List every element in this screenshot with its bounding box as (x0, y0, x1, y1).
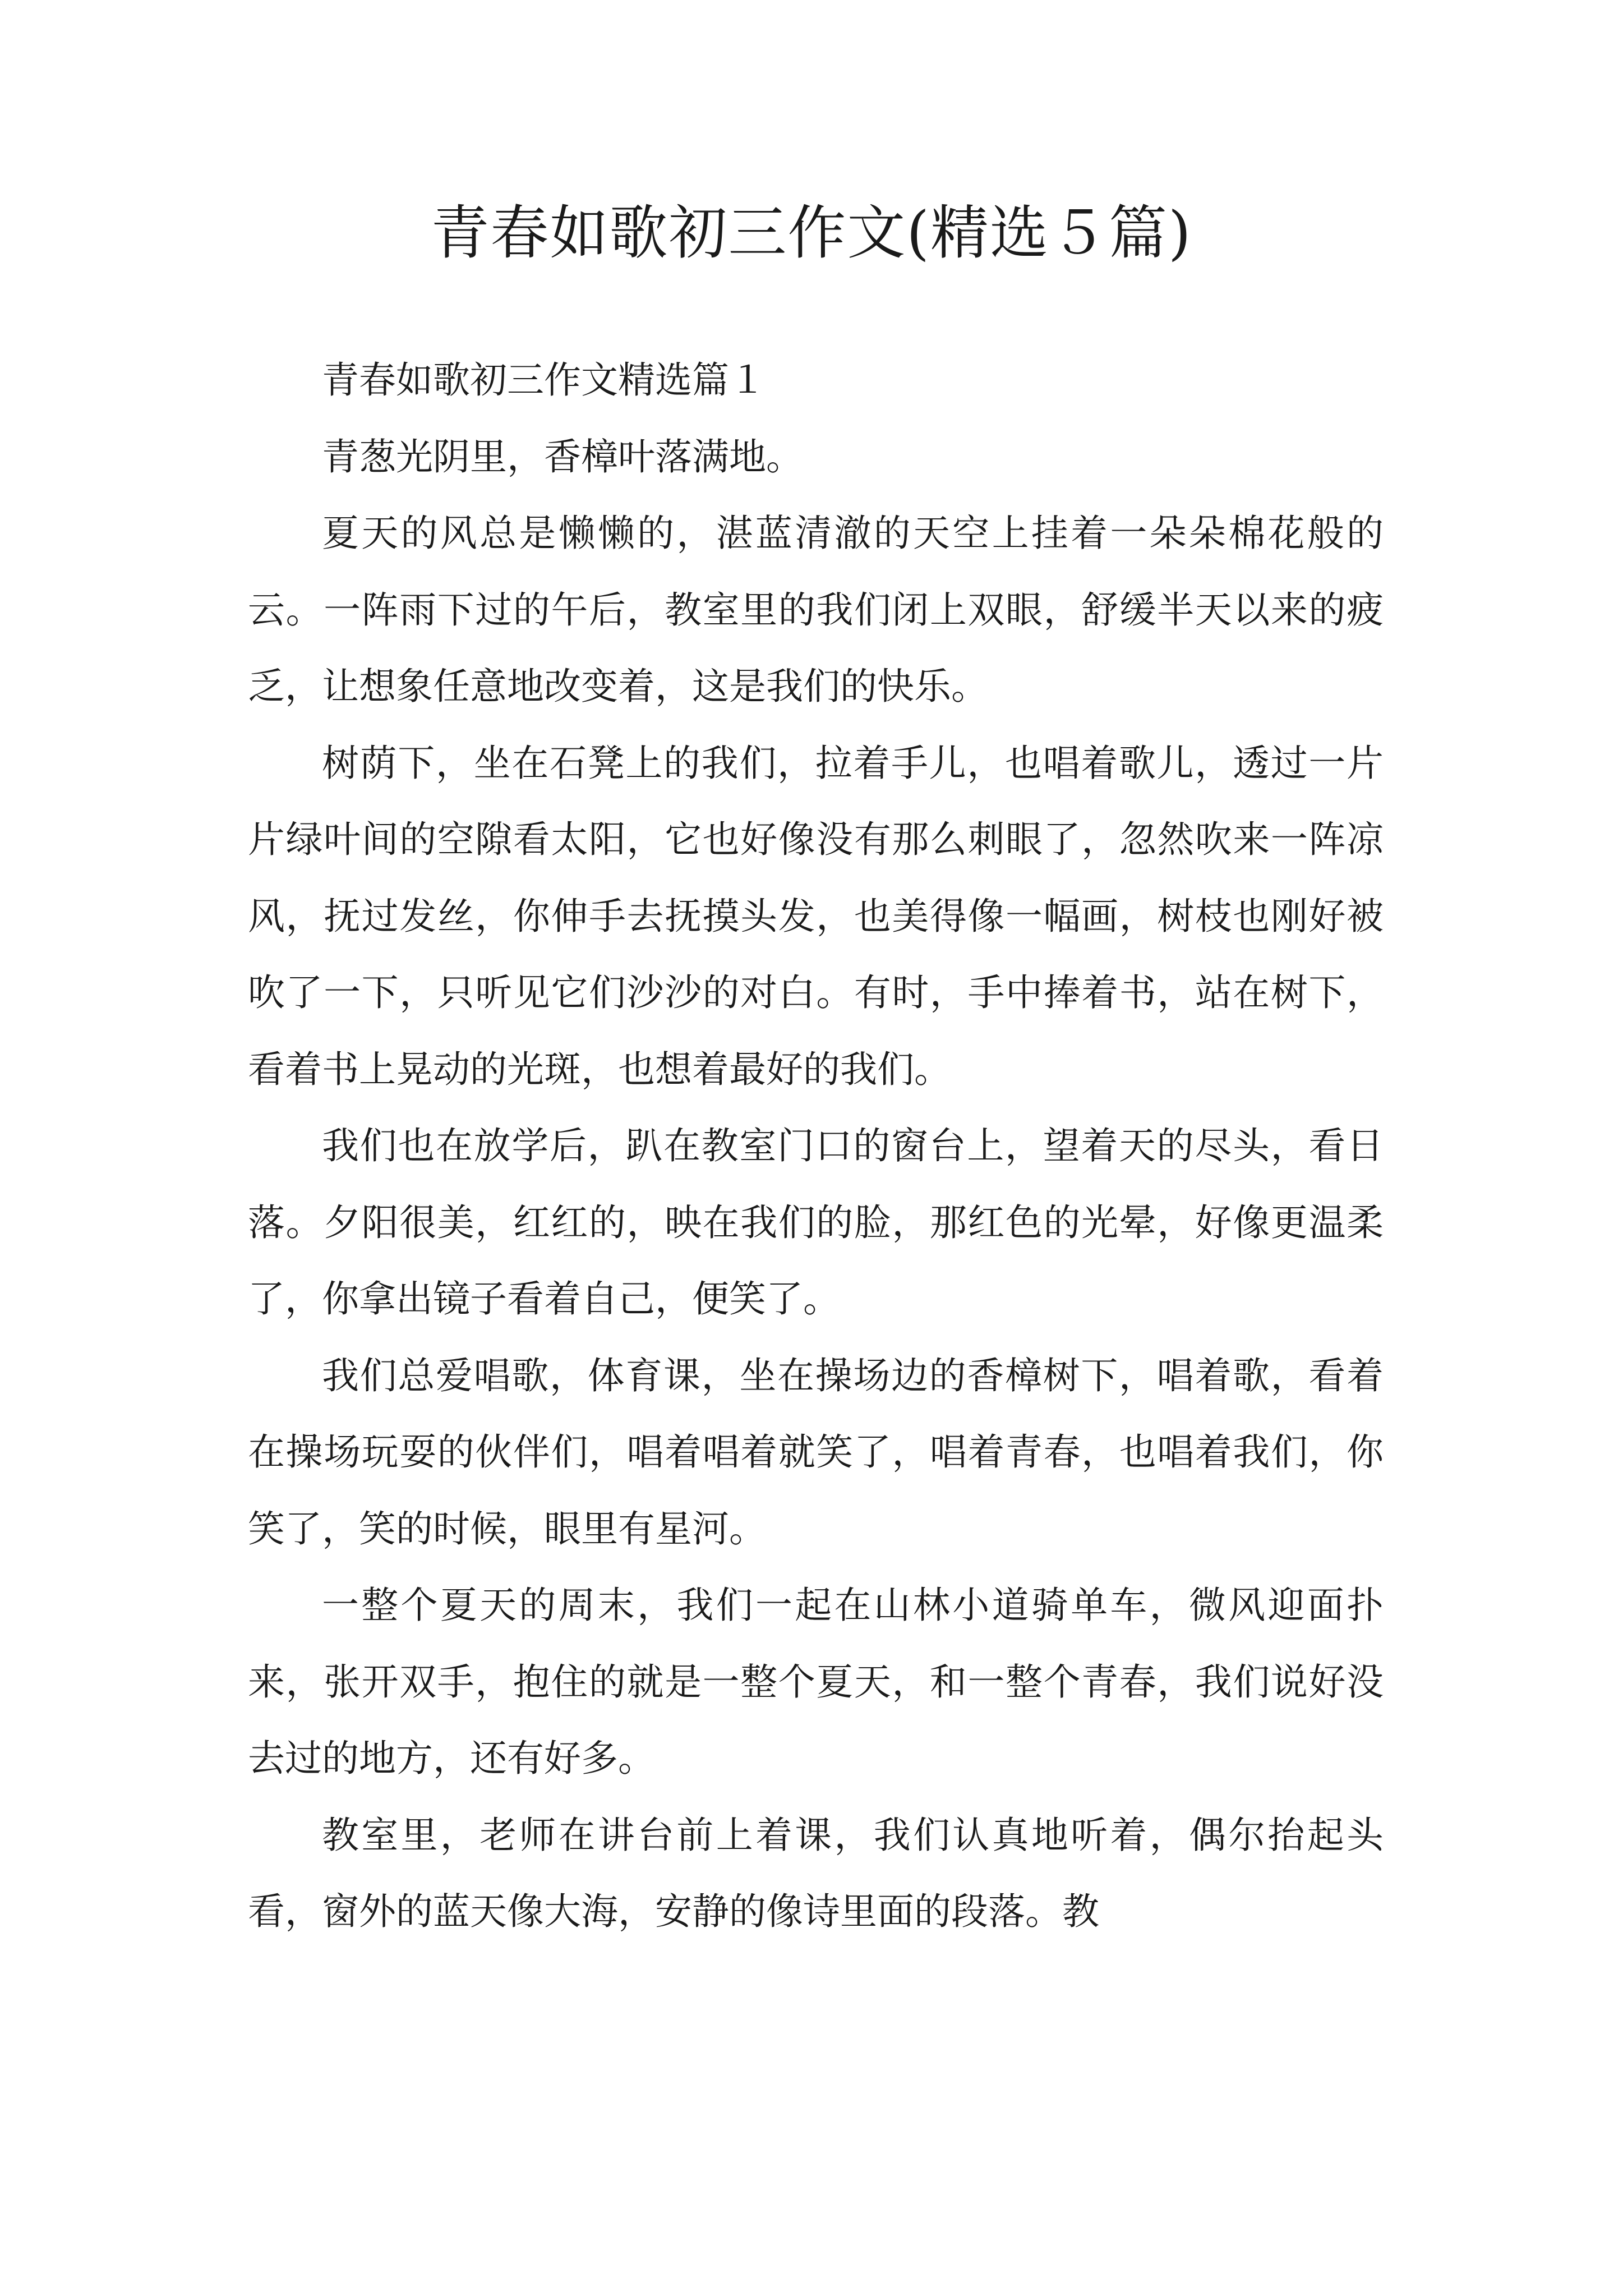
paragraph: 我们总爱唱歌，体育课，坐在操场边的香樟树下，唱着歌，看着在操场玩耍的伙伴们，唱着唱着就笑了，唱着青春，也唱着我们，你笑了，笑的时候，眼里有星河。 (248, 1354, 1384, 1550)
paragraph: 夏天的风总是懒懒的，湛蓝清澈的天空上挂着一朵朵棉花般的云。一阵雨下过的午后，教室里的我们闭上双眼，舒缓半天以来的疲乏，让想象任意地改变着，这是我们的快乐。 (248, 512, 1384, 708)
paragraph: 我们也在放学后，趴在教室门口的窗台上，望着天的尽头，看日落。夕阳很美，红红的，映在我们的脸，那红色的光晕，好像更温柔了，你拿出镜子看着自己，便笑了。 (248, 1124, 1384, 1320)
document-title: 青春如歌初三作文(精选５篇) (431, 199, 1192, 267)
paragraph: 青葱光阴里，香樟叶落满地。 (322, 435, 803, 478)
paragraph: 一整个夏天的周末，我们一起在山林小道骑单车，微风迎面扑来，张开双手，抱住的就是一整个夏天，和一整个青春，我们说好没去过的地方，还有好多。 (248, 1584, 1384, 1780)
document-body (248, 342, 1384, 1950)
section-heading: 青春如歌初三作文精选篇１ (322, 358, 766, 402)
paragraph: 树荫下，坐在石凳上的我们，拉着手儿，也唱着歌儿，透过一片片绿叶间的空隙看太阳，它也好像没有那么刺眼了，忽然吹来一阵凉风，抚过发丝，你伸手去抚摸头发，也美得像一幅画，树枝也刚好被吹了一下，只听见它们沙沙的对白。有时，手中捧着书，站在树下，看着书上晃动的光斑，也想着最好的我们。 (248, 741, 1384, 1091)
paragraph: 教室里，老师在讲台前上着课，我们认真地听着，偶尔抬起头看，窗外的蓝天像大海，安静的像诗里面的段落。教 (248, 1813, 1384, 1933)
